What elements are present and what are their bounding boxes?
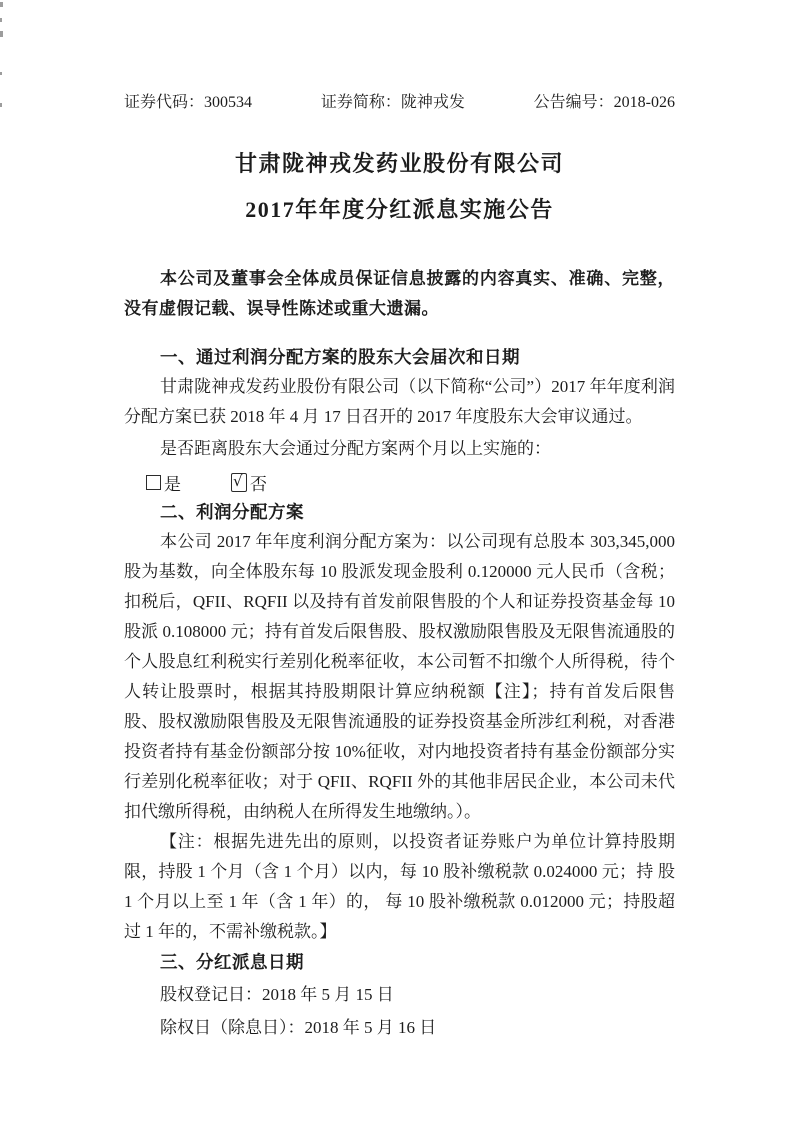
checkbox-unchecked-icon <box>146 475 161 490</box>
section-3-heading: 三、分红派息日期 <box>160 952 304 972</box>
section-1-paragraph: 甘肃陇神戎发药业股份有限公司（以下简称“公司”）2017 年年度利润分配方案已获 2018 年 4 月 17 日召开的 2017 年度股东大会审议通过。 <box>124 377 675 426</box>
yes-no-options <box>124 467 675 497</box>
scan-artifact <box>0 18 2 22</box>
checkbox-checked-icon <box>231 473 247 492</box>
announcement-number-label: 公告编号： <box>533 94 614 111</box>
check-mark-icon: √ <box>233 471 243 490</box>
scan-artifact <box>0 103 2 107</box>
section-2-paragraph: 本公司 2017 年年度利润分配方案为：以公司现有总股本 303,345,000 股为基数，向全体股东每 10 股派发现金股利 0.120000 元人民币（含税；扣税后，QFII、RQFII 以及持有首发前限售股的个人和证券投资基金每 10 股派 0.108000 元；持有首发后限售股、股权激励限售股及无限售流通股的个人股息红利税实行差别化税率征收，本公司暂不扣缴个人所得税，待个人转让股票时，根据其持股期限计算应纳税额【注】；持有首发后限售股、股权激励限售股及无限售流通股的证券投资基金所涉红利税，对香港投资者持有基金份额部分按 10%征收，对内地投资者持有基金份额部分实行差别化税率征收；对于 QFII、RQFII 外的其他非居民企业，本公司未代扣代缴所得税，由纳税人在所得发生地缴纳。）。 <box>124 532 675 821</box>
announcement-number <box>534 92 675 114</box>
option-no <box>231 470 267 495</box>
section-1-heading: 一、通过利润分配方案的股东大会届次和日期 <box>160 347 520 367</box>
stock-name-label: 证券简称： <box>320 94 401 111</box>
announcement-number-value: 2018-026 <box>613 94 675 111</box>
stock-name <box>321 92 465 114</box>
stock-code-label: 证券代码： <box>124 94 205 111</box>
scan-artifact <box>0 72 2 75</box>
section-2-note: 【注：根据先进先出的原则，以投资者证券账户为单位计算持股期限，持股 1 个月（含 1 个月）以内，每 10 股补缴税款 0.024000 元；持 股 1 个月以上至 1 年（含 1 年）的， 每 10 股补缴税款 0.012000 元；持股超过 1 年的，不需补缴税款。】 <box>124 832 675 941</box>
option-no-label: 否 <box>250 474 267 494</box>
document-header <box>124 92 675 114</box>
option-yes-label: 是 <box>164 474 181 494</box>
scan-artifact <box>0 2 3 7</box>
disclaimer-paragraph: 本公司及董事会全体成员保证信息披露的内容真实、准确、完整，没有虚假记载、误导性陈述或重大遗漏。 <box>124 269 675 318</box>
scan-artifact <box>0 31 3 37</box>
company-title: 甘肃陇神戎发药业股份有限公司 <box>234 151 564 176</box>
stock-name-value: 陇神戎发 <box>400 94 465 111</box>
announcement-title: 2017年年度分红派息实施公告 <box>245 197 554 222</box>
stock-code <box>124 92 252 114</box>
stock-code-value: 300534 <box>204 94 253 111</box>
implementation-question: 是否距离股东大会通过分配方案两个月以上实施的： <box>160 439 551 458</box>
record-date-line: 股权登记日：2018 年 5 月 15 日 <box>160 985 394 1004</box>
ex-dividend-date-line: 除权日（除息日）：2018 年 5 月 16 日 <box>160 1018 437 1037</box>
option-yes <box>146 470 181 495</box>
section-2-heading: 二、利润分配方案 <box>160 502 304 522</box>
